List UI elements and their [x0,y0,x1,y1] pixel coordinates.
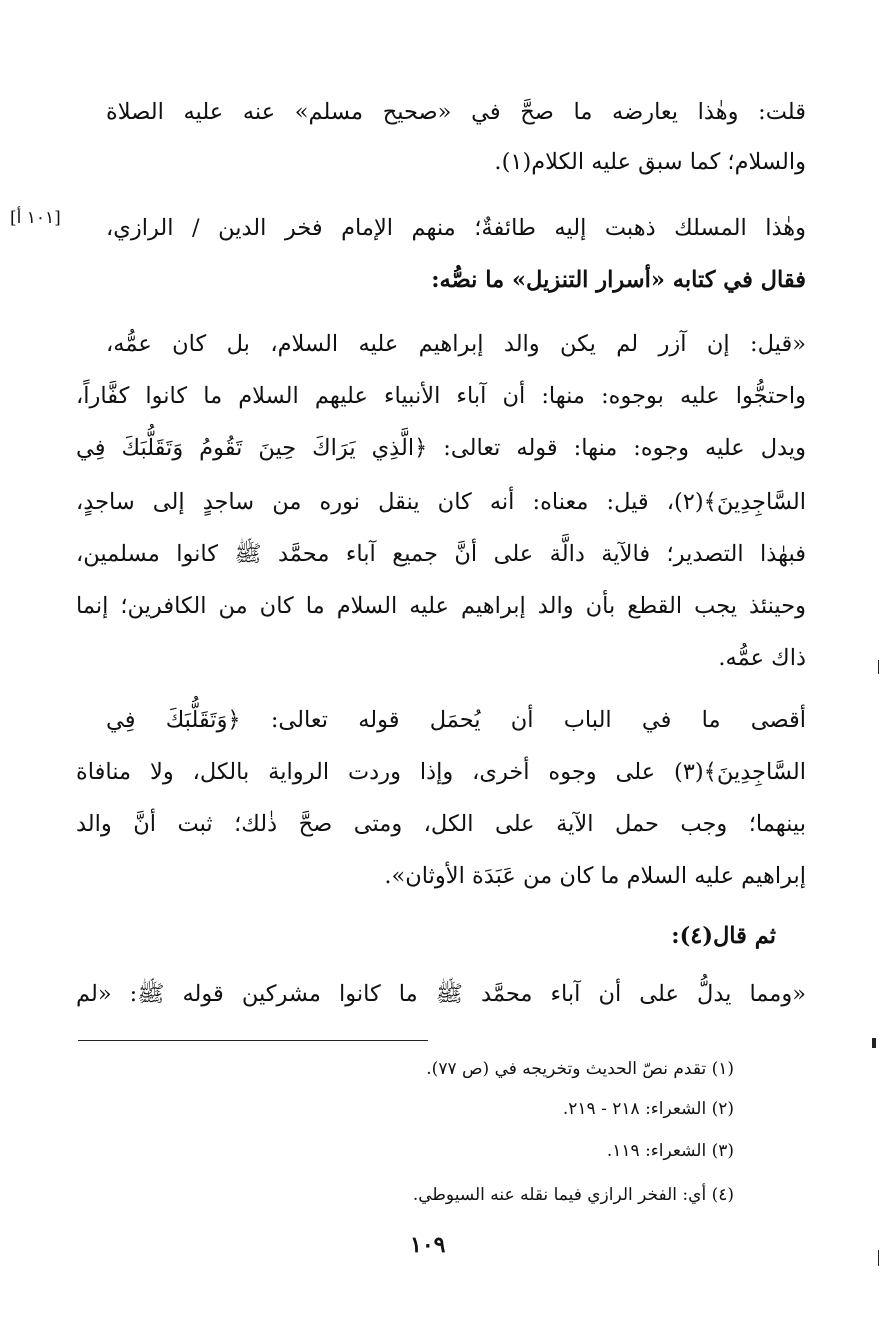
footnote-2: (٢) الشعراء: ٢١٨ - ٢١٩. [562,1099,734,1119]
text-line-8: السَّاجِدِينَ﴾(٢)، قيل: معناه: أنه كان ينقل نوره من ساجدٍ إلى ساجدٍ، [76,489,806,515]
page-number: ١٠٩ [410,1232,446,1258]
text-line-2: والسلام؛ كما سبق عليه الكلام(١). [494,149,806,175]
text-line-17: «ومما يدلُّ على أن آباء محمَّد ﷺ ما كانوا مشركين قوله ﷺ: «لم [76,981,806,1007]
text-line-3: وهٰذا المسلك ذهبت إليه طائفةٌ؛ منهم الإمام فخر الدين / الرازي، [106,215,806,241]
text-line-13: السَّاجِدِينَ﴾(٣) على وجوه أخرى، وإذا وردت الرواية بالكل، ولا منافاة [76,759,806,785]
text-line-9: فبهٰذا التصدير؛ فالآية دالَّة على أنَّ جميع آباء محمَّد ﷺ كانوا مسلمين، [76,541,806,567]
text-line-5: «قيل: إن آزر لم يكن والد إبراهيم عليه السلام، بل كان عمُّه، [106,331,806,357]
text-line-14: بينهما؛ وجب حمل الآية على الكل، ومتى صحَّ ذٰلك؛ ثبت أنَّ والد [76,811,806,837]
text-line-11: ذاك عمُّه. [718,645,806,671]
scan-mark [878,660,879,674]
footnote-4: (٤) أي: الفخر الرازي فيما نقله عنه السيوطي. [412,1185,734,1205]
text-line-7: ويدل عليه وجوه: منها: قوله تعالى: ﴿الَّذِي يَرَاكَ حِينَ تَقُومُ وَتَقَلُّبَكَ فِي [76,435,806,461]
text-line-15: إبراهيم عليه السلام ما كان من عَبَدَة الأوثان». [384,863,806,889]
footnote-separator [78,1040,428,1041]
text-line-6: واحتجُّوا عليه بوجوه: منها: أن آباء الأنبياء عليهم السلام ما كانوا كفَّاراً، [76,383,806,409]
text-line-4: فقال في كتابه «أسرار التنزيل» ما نصُّه: [431,267,806,293]
text-line-12: أقصى ما في الباب أن يُحمَل قوله تعالى: ﴿وَتَقَلُّبَكَ فِي [106,707,806,733]
text-line-1: قلت: وهٰذا يعارضه ما صحَّ في «صحيح مسلم» عنه عليه الصلاة [106,99,806,125]
text-line-16: ثم قال(٤): [671,923,776,949]
text-line-10: وحينئذ يجب القطع بأن والد إبراهيم عليه السلام ما كان من الكافرين؛ إنما [76,593,806,619]
footnote-1: (١) تقدم نصّ الحديث وتخريجه في (ص ٧٧). [426,1059,734,1079]
footnote-3: (٣) الشعراء: ١١٩. [606,1141,734,1161]
margin-folio-note: [١٠١ أ] [10,208,61,228]
scan-mark [872,1038,876,1048]
scan-mark [878,1250,879,1266]
